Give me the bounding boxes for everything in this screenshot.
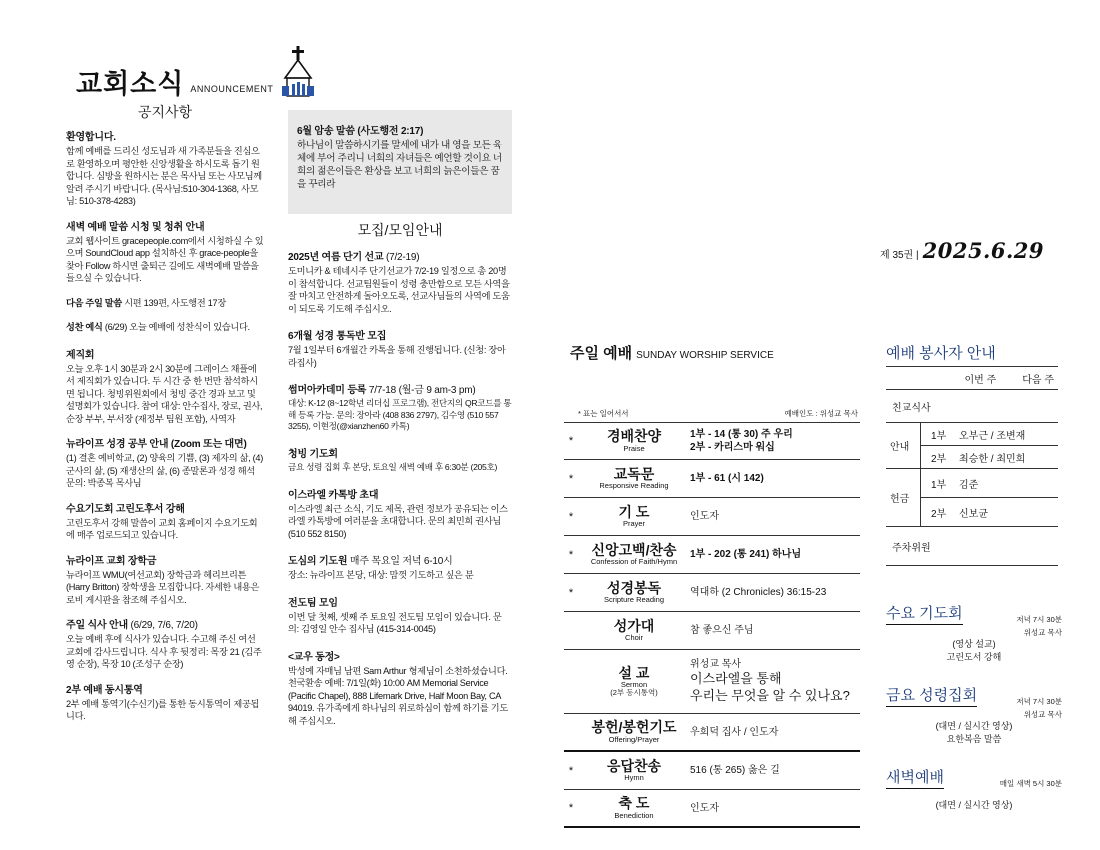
notice-title-suffix: (6/29, 7/6, 7/20) <box>127 620 198 632</box>
notice-title-main: 주일 식사 안내 <box>66 620 128 632</box>
order-name-ko: 교독문 <box>613 465 655 482</box>
order-name-ko: 성경봉독 <box>606 579 662 596</box>
notice-body: (1) 결혼 예비학교, (2) 양육의 기쁨, (3) 제자의 삶, (4) 군사의 삶, (5) 재생산의 삶, (6) 종말론과 성경 해석 문의: 박종복 목사님 <box>66 453 263 489</box>
order-row <box>564 422 860 460</box>
order-name-note: (2부 동시통역) <box>610 688 658 698</box>
order-name-en: Sermon <box>620 679 648 689</box>
service-line: (영상 설교) <box>952 639 996 649</box>
servant-names: 신보균 <box>959 508 988 520</box>
servant-row-parking <box>886 527 1058 566</box>
order-line: 2부 - 카리스마 워십 <box>690 442 775 453</box>
order-line: 1부 - 202 (통 241) 하나님 <box>690 549 802 560</box>
recruit-body: 금요 성령 집회 후 본당, 토요일 새벽 예배 후 6:30분 (205호) <box>288 462 498 473</box>
notice-title: 새벽 예배 말씀 시청 및 청취 안내 <box>66 221 205 233</box>
service-title: 수요 기도회 <box>886 602 963 625</box>
worship-meta <box>578 408 858 419</box>
order-item-name <box>578 796 690 820</box>
notice-title <box>66 616 264 631</box>
recruit-title-suffix: 7/7-18 (월-금 9 am-3 pm) <box>366 385 476 397</box>
recruit-title <box>288 248 512 263</box>
servant-role: 헌금 <box>890 494 910 505</box>
recruit-body: 이스라엘 최근 소식, 기도 제목, 관련 정보가 공유되는 이스라엘 카톡방에 여러분을 초대합니다. 문의 최민희 권사님(510 552 8150) <box>288 503 508 539</box>
notice-title: 수요기도회 고린도후서 강해 <box>66 503 185 515</box>
notice-title: 성찬 예식 <box>66 322 103 333</box>
service-desc <box>886 799 1062 812</box>
recruit-body: 이번 달 첫째, 셋째 주 토요일 전도팀 모임이 있습니다. 문의: 김영일 안수 집사님 (415-314-0045) <box>288 611 502 635</box>
notice-body: 2부 예배 통역기(수신기)를 통한 동시통역이 제공됩니다. <box>66 698 260 722</box>
page-header <box>76 52 315 98</box>
order-item-name <box>578 666 690 698</box>
bulletin-date: 2025.6.29 <box>922 238 1045 263</box>
standing-mark: * <box>568 472 574 485</box>
order-row <box>564 460 860 498</box>
servant-names: 김준 <box>959 479 979 491</box>
notice-body: 고린도후서 강해 말씀이 교회 홈페이지 수요기도회에 매주 업로드되고 있습니다. <box>66 517 258 541</box>
order-name-en: Scripture Reading <box>603 595 665 605</box>
order-name-en: Benediction <box>614 810 654 820</box>
page-title: 교회소식 <box>76 69 185 100</box>
servant-role: 친교식사 <box>892 402 931 414</box>
order-name-en: Prayer <box>622 519 646 529</box>
servants-table <box>886 366 1058 566</box>
recruit-title: 이스라엘 카톡방 초대 <box>288 489 379 501</box>
notice-body: 뉴라이프 WMU(여선교회) 장학금과 헤리브리튼 (Harry Britton) 장학생을 모집합니다. 자세한 내용은 로비 게시판을 참조해 주십시오. <box>66 569 260 605</box>
sermon-desc <box>690 658 860 705</box>
service-time: 저녁 7시 30분 <box>1016 615 1062 624</box>
order-item-desc: 인도자 <box>690 511 719 522</box>
order-item-name <box>578 720 690 744</box>
recruit-body: 장소: 뉴라이프 본당, 대상: 맘껏 기도하고 싶은 분 <box>288 570 474 581</box>
standing-mark: * <box>568 435 574 447</box>
standing-mark: * <box>568 510 574 523</box>
notice-title: 다음 주일 말씀 <box>66 297 122 308</box>
notice-text: 시편 139편, 사도행전 17장 <box>124 297 226 308</box>
service-time: 저녁 7시 30분 <box>1016 697 1062 706</box>
order-item-desc: 우희덕 집사 / 인도자 <box>690 726 779 738</box>
order-item-name <box>578 619 690 643</box>
servant-group-offering <box>886 469 1058 527</box>
servants-header-row <box>886 367 1058 390</box>
service-line: (대면 / 실시간 영상) <box>935 800 1013 810</box>
standing-note: * 표는 일어서서 <box>578 409 629 418</box>
notice-title: 뉴라이프 교회 장학금 <box>66 555 157 567</box>
servant-row <box>921 423 1058 446</box>
notices-heading: 공지사항 <box>137 104 193 120</box>
order-item-desc: 참 좋으신 주님 <box>690 625 754 636</box>
order-row <box>564 536 860 574</box>
order-row <box>564 574 860 612</box>
notice-title: 뉴라이프 성경 공부 안내 (Zoom 또는 대면) <box>66 439 247 451</box>
service-time: 매일 새벽 5시 30분 <box>999 779 1062 788</box>
order-item-name <box>578 759 690 783</box>
order-row <box>564 752 860 790</box>
servant-part: 1부 <box>931 430 947 442</box>
order-item-desc: 516 (통 265) 옳은 길 <box>690 765 780 776</box>
sermon-title: 이스라엘을 통해 <box>690 671 782 687</box>
recruit-title: <교우 동정> <box>288 651 340 663</box>
service-wednesday <box>886 602 1062 663</box>
standing-mark: * <box>568 548 574 561</box>
notice-body: 교회 웹사이트 gracepeople.com에서 시청하실 수 있으며 SoundCloud app 설치하신 후 grace-people을 찾아 Follow 하시면 출퇴근 길에도 새벽예배 말씀을 들으실 수 있습니다. <box>66 235 264 284</box>
recruit-title-suffix: (7/2-19) <box>383 252 420 263</box>
order-item-name <box>578 543 690 567</box>
notice-title: 환영합니다. <box>66 132 116 143</box>
service-desc <box>886 720 1062 745</box>
recruit-title: 전도팀 모임 <box>288 597 338 609</box>
notice-body: 오늘 예배 후에 식사가 있습니다. 수고해 주신 여선교회에 감사드립니다. 식사 후 뒷정리: 목장 21 (김주영 순장), 목장 10 (조성구 순장) <box>66 634 262 670</box>
servant-role: 주차위원 <box>892 542 931 554</box>
recruit-column <box>288 248 512 728</box>
edition-date <box>880 238 1044 263</box>
order-name-ko: 신앙고백/찬송 <box>591 541 677 558</box>
order-name-ko: 설 교 <box>618 664 650 681</box>
servant-row <box>921 469 1058 498</box>
standing-mark: * <box>568 764 574 777</box>
recruit-body: 박성예 자매님 남편 Sam Arthur 형제님이 소천하셨습니다. 천국환송 예배: 7/1일(화) 10:00 AM Memorial Service (Pacific Chapel), 888 Lifemark Drive, Half Moon Bay, CA 94019. 유가족에게 하나님의 위로하심이 함께 하기를 기도해 주십시오. <box>288 665 508 726</box>
order-name-ko: 봉헌/봉헌기도 <box>591 719 677 736</box>
order-name-ko: 성가대 <box>613 617 655 634</box>
order-name-ko: 응답찬송 <box>606 757 662 774</box>
recruit-title-main: 2025년 여름 단기 선교 <box>288 252 384 263</box>
servant-names: 오부근 / 조변재 <box>959 430 1026 442</box>
order-line: 1부 - 14 (통 30) 주 우리 <box>690 429 793 440</box>
servant-part: 2부 <box>931 508 947 520</box>
church-icon <box>281 46 315 98</box>
service-desc <box>886 638 1062 663</box>
order-name-ko: 경배찬양 <box>606 428 662 445</box>
worship-title: 주일 예배 <box>570 345 633 362</box>
recruit-title: 청빙 기도회 <box>288 449 338 461</box>
page-subtitle: ANNOUNCEMENT <box>190 84 274 94</box>
recruit-title: 6개월 성경 통독반 모집 <box>288 331 387 343</box>
order-item-desc: 인도자 <box>690 802 719 814</box>
recruit-heading: 모집/모임안내 <box>357 222 443 238</box>
order-item-desc: 역대하 (2 Chronicles) 36:15-23 <box>690 587 827 598</box>
order-name-en: Choir <box>625 633 643 643</box>
servant-role: 안내 <box>890 442 910 453</box>
order-name-en: Hymn <box>624 773 644 783</box>
recruit-title-main: 도심의 기도원 <box>288 556 348 568</box>
recruit-body: 도미니카 & 테네시주 단기선교가 7/2-19 일정으로 총 20명이 참석합니다. 선교팀원들이 성령 충만함으로 모든 사역을 잘 마치고 안전하게 돌아오도록, 선교사님들의 사역에 도움이 되도록 기도해 주십시오. <box>288 266 510 314</box>
col-this-week: 이번 주 <box>964 374 997 386</box>
notice-title: 제직회 <box>66 349 95 361</box>
recruit-title <box>288 381 512 396</box>
notice-text: (6/29) 오늘 예배에 성찬식이 있습니다. <box>104 322 250 333</box>
recruit-body: 7월 1일부터 6개월간 카톡을 통해 진행됩니다. (신청: 장아라집사) <box>288 345 506 368</box>
order-row <box>564 714 860 752</box>
order-item-name <box>578 505 690 529</box>
worship-leader: 예배인도 : 위성교 목사 <box>784 409 858 418</box>
order-row <box>564 498 860 536</box>
memory-verse-body: 하나님이 말씀하시기를 말세에 내가 내 영을 모든 육체에 부어 주리니 너희의 자녀들은 예언할 것이요 너희의 젊은이들은 환상을 보고 너희의 늙은이들은 꿈을 꾸리라 <box>297 140 502 191</box>
worship-title-en: SUNDAY WORSHIP SERVICE <box>636 350 774 361</box>
service-pastor: 위성교 목사 <box>1023 710 1062 719</box>
order-row <box>564 790 860 828</box>
notice-inline <box>66 321 264 334</box>
sermon-title: 우리는 무엇을 알 수 있나요? <box>690 688 850 703</box>
servant-part: 2부 <box>931 453 947 465</box>
servant-row-fellowship <box>886 390 1058 423</box>
service-pastor: 위성교 목사 <box>1023 628 1062 637</box>
order-item-name <box>578 467 690 491</box>
notice-inline <box>66 297 264 310</box>
order-row <box>564 612 860 650</box>
notice-body: 함께 예배를 드리신 성도님과 새 가족분들을 진심으로 환영하오며 평안한 신앙생활을 하시도록 돕기 원합니다. 심방을 원하시는 분은 목사님 또는 사모님께 알려 주시기 바랍니다. (목사님:510-304-1368, 사모님: 510-378-4283) <box>66 146 262 207</box>
worship-order <box>564 422 860 828</box>
service-line: (대면 / 실시간 영상) <box>935 721 1013 731</box>
memory-verse-box <box>288 110 512 214</box>
col-next-week: 다음 주 <box>1022 374 1054 386</box>
recruit-title-main: 썸머아카데미 등록 <box>288 385 367 397</box>
recruit-title-suffix: 매주 목요일 저녁 6-10시 <box>347 556 453 568</box>
notice-title: 2부 예배 동시통역 <box>66 684 143 696</box>
order-item-name <box>578 429 690 453</box>
servant-row <box>921 446 1058 468</box>
order-name-ko: 기 도 <box>618 503 650 520</box>
servant-group-guide <box>886 423 1058 469</box>
servant-row <box>921 498 1058 526</box>
notices-column <box>66 102 264 723</box>
servant-names: 최승한 / 최민희 <box>959 453 1026 465</box>
service-title: 금요 성령집회 <box>886 684 977 707</box>
order-row-sermon <box>564 650 860 714</box>
service-title: 새벽예배 <box>886 766 944 789</box>
service-line: 요한복음 말씀 <box>946 733 1002 744</box>
order-name-en: Offering/Prayer <box>608 734 660 744</box>
order-item-name <box>578 581 690 605</box>
recruit-title <box>288 552 512 567</box>
recruit-body: 대상: K-12 (8~12학년 리더십 프로그램), 전단지의 QR코드를 통해 등록 가능. 문의: 장아라 (408 836 2797), 김수영 (510 557 3255), 이현정(@xianzhen60 카톡) <box>288 398 512 432</box>
order-item-desc <box>690 472 860 485</box>
order-item-desc <box>690 548 860 561</box>
edition-label: 제 35권 | <box>880 250 919 261</box>
worship-heading <box>570 342 774 363</box>
order-name-en: Praise <box>623 443 645 453</box>
memory-verse-title: 6월 암송 말씀 (사도행전 2:17) <box>297 126 424 137</box>
standing-mark: * <box>568 802 574 814</box>
service-friday <box>886 684 1062 745</box>
order-name-ko: 축 도 <box>618 795 650 812</box>
order-item-desc <box>690 428 860 454</box>
servants-heading: 예배 봉사자 안내 <box>886 345 996 362</box>
order-name-en: Responsive Reading <box>599 481 669 491</box>
service-dawn <box>886 766 1062 812</box>
order-name-en: Confession of Faith/Hymn <box>590 557 678 567</box>
notice-body: 오늘 오후 1시 30분과 2시 30분에 그레이스 채플에서 제직회가 있습니다. 두 시간 중 한 번만 참석하시면 됩니다. 청빙위원회에서 청빙 중간 경과 보고 및 설명회가 있습니다. 참여 대상: 안수집사, 장로, 권사, 순장 부부, 부서장 (재정부 팀원 포함), 사역자 <box>66 363 263 424</box>
preacher: 위성교 목사 <box>690 659 742 671</box>
order-line: 1부 - 61 (시 142) <box>690 473 764 484</box>
service-line: 고린도서 강해 <box>946 651 1002 662</box>
standing-mark: * <box>568 586 574 599</box>
servant-part: 1부 <box>931 479 947 491</box>
